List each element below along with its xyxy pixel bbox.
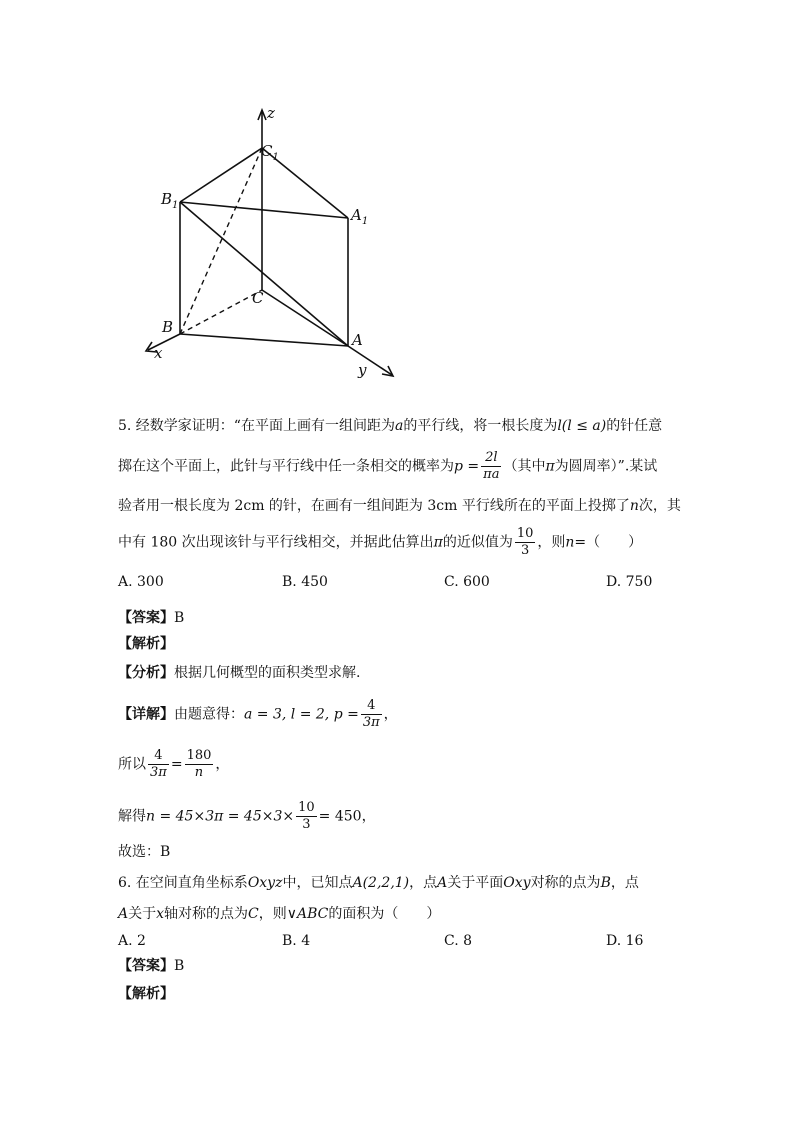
q6-option-c: C. 8 — [444, 933, 473, 949]
label-a: A — [352, 331, 363, 349]
q6-analysis-heading: 【解析】 — [118, 986, 174, 1002]
fraction-4-over-3pi-b: $\frac{4}{3\pi}$ — [150, 748, 167, 780]
prism-figure — [140, 100, 400, 380]
q5-line-3: 验者用一根长度为 2cm 的针，在画有一组间距为 3cm 平行线所在的平面上投掷了n次，其 — [118, 498, 681, 514]
q5-analysis-heading: 【解析】 — [118, 636, 174, 652]
q5-line-2: 掷在这个平面上，此针与平行线中任一条相交的概率为p = $\frac{2l}{\pi a}$ （其中π为圆周率）”.某试 — [118, 450, 658, 482]
q5-answer: 【答案】B — [118, 610, 185, 626]
edge-ca — [262, 290, 348, 346]
label-z: z — [267, 104, 275, 122]
q5-option-b: B. 450 — [282, 574, 328, 590]
q6-option-b: B. 4 — [282, 933, 311, 949]
q6-option-a: A. 2 — [118, 933, 146, 949]
q5-solve: 解得n = 45×3π = 45×3× $\frac{10}{3}$ = 450， — [118, 800, 376, 832]
q6-line-2: A关于x轴对称的点为C，则∨ABC的面积为（ ） — [118, 906, 441, 922]
q5-choose: 故选：B — [118, 844, 171, 860]
edge-b1a1 — [180, 202, 348, 218]
q5-option-c: C. 600 — [444, 574, 490, 590]
fraction-2l-over-pia: $\frac{2l}{\pi a}$ — [483, 450, 500, 482]
edge-ba — [180, 334, 348, 346]
q6-answer: 【答案】B — [118, 958, 185, 974]
q5-line-4: 中有 180 次出现该针与平行线相交，并据此估算出π的近似值为 $\frac{10}{3}$ ，则n=（ ） — [118, 526, 643, 558]
fraction-180-over-n: $\frac{180}{n}$ — [186, 748, 212, 780]
q5-line-1: 5. 经数学家证明：“在平面上画有一组间距为a的平行线，将一根长度为l(l ≤ a)的针任意 — [118, 418, 663, 434]
label-c: C — [252, 289, 264, 307]
diag-b1a — [180, 202, 348, 346]
dash-bc — [180, 290, 262, 334]
q5-option-a: A. 300 — [118, 574, 164, 590]
y-axis — [348, 346, 392, 375]
q5-fenxi: 【分析】根据几何概型的面积类型求解. — [118, 665, 361, 681]
q5-option-d: D. 750 — [606, 574, 653, 590]
label-a1: $A_1$ — [351, 206, 369, 227]
q5-so: 所以 $\frac{4}{3\pi}$ = $\frac{180}{n}$ ， — [118, 748, 230, 780]
label-c1: $C_1$ — [261, 142, 279, 163]
q6-option-d: D. 16 — [606, 933, 644, 949]
label-x: x — [154, 344, 163, 362]
fraction-10-over-3-b: $\frac{10}{3}$ — [298, 800, 315, 832]
q6-line-1: 6. 在空间直角坐标系Oxyz中，已知点A(2,2,1)，点A关于平面Oxy对称的点为B，点 — [118, 875, 639, 891]
label-b1: $B_1$ — [161, 190, 179, 211]
q5-detail: 【详解】由题意得：a = 3, l = 2, p = $\frac{4}{3\pi}$ ， — [118, 698, 398, 730]
label-y: y — [358, 361, 367, 379]
fraction-10-over-3: $\frac{10}{3}$ — [516, 526, 534, 558]
fraction-4-over-3pi: $\frac{4}{3\pi}$ — [362, 698, 380, 730]
x-axis — [148, 334, 180, 350]
label-b: B — [162, 318, 174, 336]
